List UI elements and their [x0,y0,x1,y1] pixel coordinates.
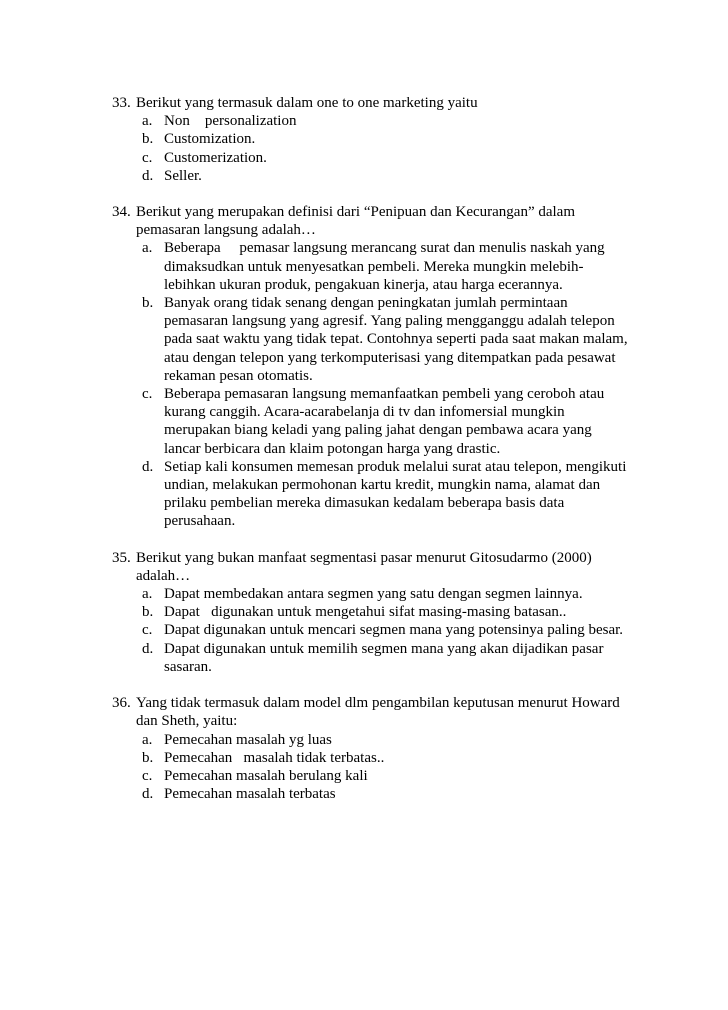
option-letter: d. [142,786,154,803]
option-letter: b. [142,295,154,312]
option-letter: b. [142,749,154,766]
option-text: Dapat digunakan untuk mencari segmen mana yang potensinya paling besar. [164,622,624,639]
option-item [136,767,632,785]
option-item [136,130,632,148]
option-item [136,385,632,458]
option-item [136,749,632,767]
question-35 [112,549,632,676]
option-item [136,585,632,603]
option-text: Setiap kali konsumen memesan produk melalui surat atau telepon, mengikuti undian, melakukan permohonan kartu kredit, mungkin nama, alamat dan prilaku pembelian mereka dimasukan kedalam beberapa basis data perusahaan. [164,458,631,530]
option-letter: b. [142,604,154,621]
option-letter: c. [142,767,153,784]
option-list [112,585,632,676]
option-letter: d. [142,640,154,657]
option-text: Pemecahan masalah terbatas [164,786,336,803]
option-letter: c. [142,622,153,639]
question-number: 35. [112,549,131,566]
option-letter: c. [142,149,153,166]
option-letter: c. [142,386,153,403]
option-text: Seller. [164,167,202,184]
document-page [112,94,632,821]
option-item [136,731,632,749]
option-text: Customization. [164,131,256,148]
option-text: Dapat membedakan antara segmen yang satu dengan segmen lainnya. [164,586,583,603]
option-text: Pemecahan masalah berulang kali [164,767,368,784]
question-34 [112,203,632,531]
option-list [112,112,632,185]
option-text: Customerization. [164,149,267,166]
option-item [136,167,632,185]
question-number: 36. [112,695,131,712]
option-item [136,458,632,531]
option-item [136,239,632,294]
option-text: Banyak orang tidak senang dengan peningkatan jumlah permintaan pemasaran langsung yang agresif. Yang paling mengganggu adalah telepon pada saat waktu yang tidak tepat. Contohnya seperti pada saat makan malam, atau dengan telepon yang terkomputerisasi yang ditempatkan pada pesawat rekaman pesan otomatis. [164,295,632,384]
option-letter: d. [142,167,154,184]
question-number: 34. [112,204,131,221]
option-text: Beberapa pemasaran langsung memanfaatkan pembeli yang ceroboh atau kurang canggih. Acara-acarabelanja di tv dan infomersial mungkin merupakan biang keladi yang paling jahat dengan pembawa acara yang lancar berbicara dan klaim potongan harga yang drastic. [164,386,608,457]
option-item [136,603,632,621]
question-text: Berikut yang termasuk dalam one to one marketing yaitu [136,95,478,111]
question-text: Berikut yang merupakan definisi dari “Penipuan dan Kecurangan” dalam pemasaran langsung adalah… [136,204,576,239]
option-text: Pemecahan masalah tidak terbatas.. [164,749,385,766]
question-text: Berikut yang bukan manfaat segmentasi pasar menurut Gitosudarmo (2000) adalah… [136,549,592,584]
question-36 [112,694,632,803]
option-letter: a. [142,113,153,130]
option-item [136,640,632,676]
option-letter: a. [142,240,153,257]
question-text: Yang tidak termasuk dalam model dlm pengambilan keputusan menurut Howard dan Sheth, yaitu: [136,695,620,730]
option-item [136,112,632,130]
option-text: Beberapa pemasar langsung merancang surat dan menulis naskah yang dimaksudkan untuk menyesatkan pembeli. Mereka mungkin melebih-lebihkan ukuran produk, pengakuan kinerja, atau harga ecerannya. [164,240,609,293]
option-letter: b. [142,131,154,148]
question-number: 33. [112,95,131,111]
question-33 [112,94,632,185]
option-letter: a. [142,586,153,603]
option-list [112,731,632,804]
option-text: Non personalization [164,113,297,130]
option-text: Pemecahan masalah yg luas [164,731,332,748]
option-text: Dapat digunakan untuk mengetahui sifat masing-masing batasan.. [164,604,567,621]
option-list [112,239,632,530]
option-item [136,785,632,803]
option-item [136,149,632,167]
option-text: Dapat digunakan untuk memilih segmen mana yang akan dijadikan pasar sasaran. [164,640,608,675]
option-item [136,621,632,639]
option-letter: d. [142,458,154,475]
option-item [136,294,632,385]
option-letter: a. [142,731,153,748]
